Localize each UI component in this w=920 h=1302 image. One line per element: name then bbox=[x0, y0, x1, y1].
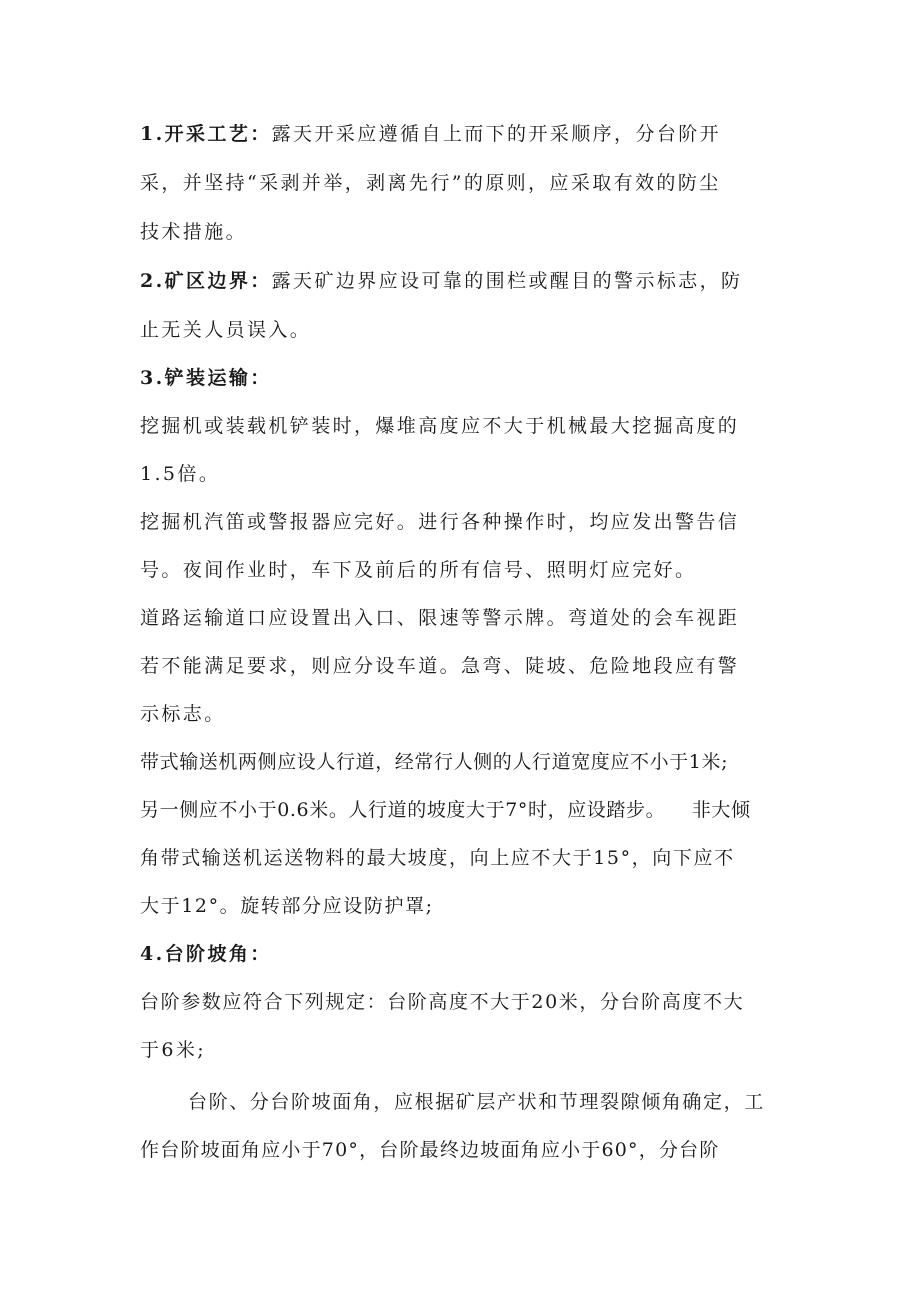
section-number: 4. bbox=[140, 943, 165, 965]
paragraph-line: 道路运输道口应设置出入口、限速等警示牌。弯道处的会车视距 bbox=[140, 607, 740, 629]
paragraph-line: 角带式输送机运送物料的最大坡度，向上应不大于15°，向下应不 bbox=[140, 847, 735, 869]
paragraph-text: 露天开采应遵循自上而下的开采顺序，分台阶开 bbox=[271, 123, 722, 145]
paragraph-line: 挖掘机汽笛或警报器应完好。进行各种操作时，均应发出警告信 bbox=[140, 511, 740, 533]
section-title: 开采工艺： bbox=[164, 123, 272, 145]
paragraph-line: 止无关人员误入。 bbox=[140, 319, 312, 341]
paragraph-line: 1.5倍。 bbox=[140, 463, 221, 485]
section-number: 1. bbox=[140, 123, 165, 145]
paragraph-text: 露天矿边界应设可靠的围栏或醒目的警示标志，防 bbox=[271, 270, 743, 292]
paragraph-line: 号。夜间作业时，车下及前后的所有信号、照明灯应完好。 bbox=[140, 559, 697, 581]
paragraph-line: 于6米; bbox=[140, 1039, 207, 1061]
paragraph-line: 作台阶坡面角应小于70°，台阶最终边坡面角应小于60°，分台阶 bbox=[140, 1139, 720, 1161]
paragraph-line: 带式输送机两侧应设人行道，经常行人侧的人行道宽度应不小于1米; bbox=[140, 751, 729, 773]
paragraph-line: 台阶、分台阶坡面角，应根据矿层产状和节理裂隙倾角确定，工 bbox=[188, 1091, 765, 1113]
section-title: 铲装运输： bbox=[164, 367, 272, 389]
section-title: 台阶坡角： bbox=[164, 943, 272, 965]
paragraph-line: 采，并坚持“采剥并举，剥离先行”的原则，应采取有效的防尘 bbox=[140, 172, 721, 194]
section-3-heading-line bbox=[140, 365, 272, 391]
section-title: 矿区边界： bbox=[164, 270, 272, 292]
paragraph-line: 台阶参数应符合下列规定：台阶高度不大于20米，分台阶高度不大 bbox=[140, 991, 745, 1013]
section-number: 3. bbox=[140, 367, 165, 389]
paragraph-line: 另一侧应不小于0.6米。人行道的坡度大于7°时，应设踏步。 非大倾 bbox=[140, 799, 751, 821]
paragraph-line: 若不能满足要求，则应分设车道。急弯、陡坡、危险地段应有警 bbox=[140, 655, 740, 677]
section-2-heading-line bbox=[140, 268, 742, 294]
paragraph-line: 技术措施。 bbox=[140, 221, 248, 243]
section-4-heading-line bbox=[140, 941, 272, 967]
paragraph-line: 示标志。 bbox=[140, 703, 226, 725]
section-1-heading-line bbox=[140, 121, 721, 147]
paragraph-line: 挖掘机或装载机铲装时，爆堆高度应不大于机械最大挖掘高度的 bbox=[140, 415, 740, 437]
paragraph-line: 大于12°。旋转部分应设防护罩; bbox=[140, 895, 434, 917]
section-number: 2. bbox=[140, 270, 165, 292]
